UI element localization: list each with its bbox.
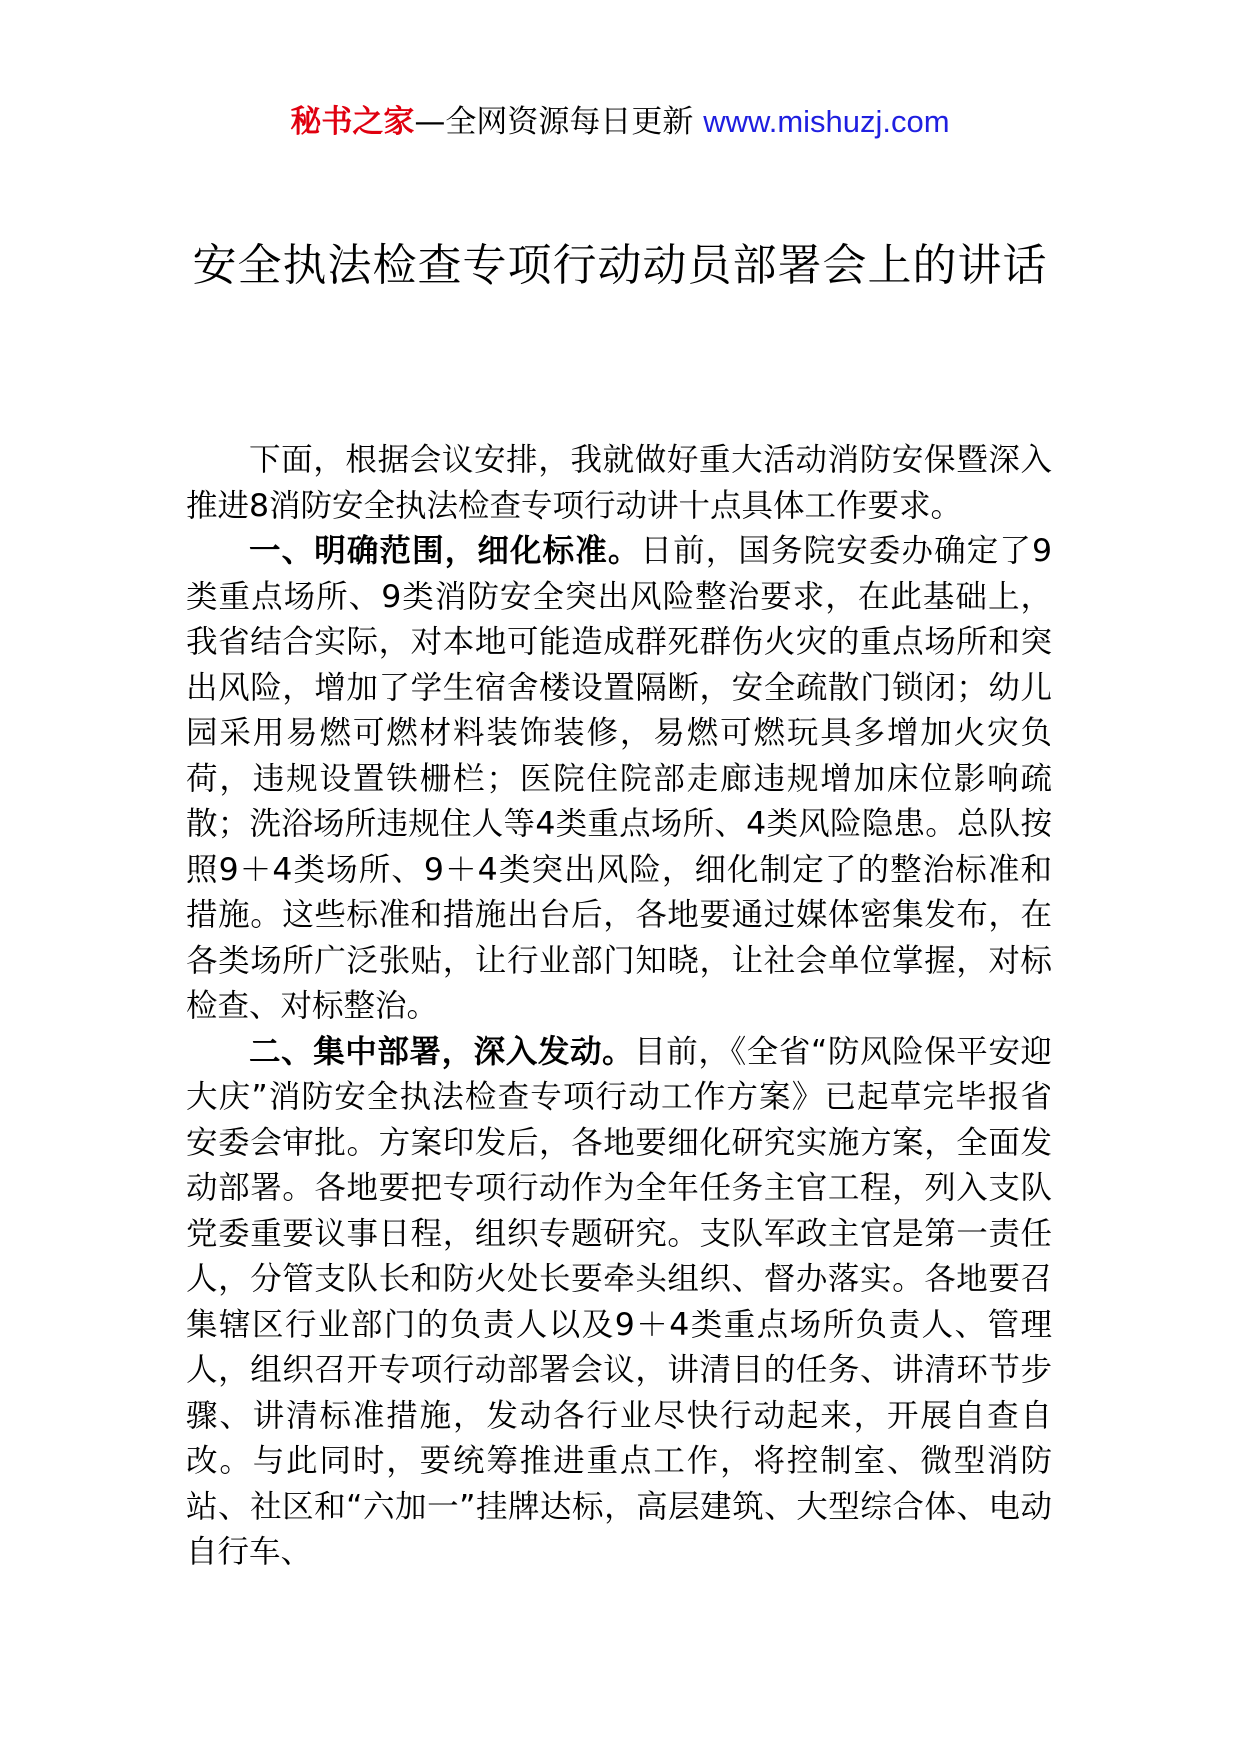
document-title: 安全执法检查专项行动动员部署会上的讲话 bbox=[192, 240, 1048, 291]
document-body bbox=[186, 438, 1052, 1576]
site-slogan: —全网资源每日更新 bbox=[414, 104, 694, 140]
section-heading-2: 二、集中部署，深入发动。 bbox=[249, 1033, 635, 1070]
section-paragraph-1 bbox=[186, 529, 1052, 1030]
section-heading-1: 一、明确范围，细化标准。 bbox=[249, 533, 641, 569]
page-header bbox=[0, 100, 1240, 144]
site-name: 秘书之家 bbox=[290, 104, 415, 140]
section-text-2: 目前，《全省“防风险保平安迎大庆”消防安全执法检查专项行动工作方案》已起草完毕报省安委会审批。方案印发后，各地要细化研究实施方案，全面发动部署。各地要把专项行动作为全年任务主官工程，列入支队党委重要议事日程，组织专题研究。支队军政主官是第一责任人，分管支队长和防火处长要牵头组织、督办落实。各地要召集辖区行业部门的负责人以及9＋4类重点场所负责人、管理人，组织召开专项行动部署会议，讲清目的任务、讲清环节步骤、讲清标准措施，发动各行业尽快行动起来，开展自查自改。与此同时，要统筹推进重点工作，将控制室、微型消防站、社区和“六加一”挂牌达标，高层建筑、大型综合体、电动自行车、 bbox=[186, 1033, 1052, 1570]
section-paragraph-2 bbox=[186, 1030, 1052, 1576]
section-text-1: 日前，国务院安委办确定了9类重点场所、9类消防安全突出风险整治要求，在此基础上，我省结合实际，对本地可能造成群死群伤火灾的重点场所和突出风险，增加了学生宿舍楼设置隔断，安全疏散门锁闭；幼儿园采用易燃可燃材料装饰装修，易燃可燃玩具多增加火灾负荷，违规设置铁栅栏；医院住院部走廊违规增加床位影响疏散；洗浴场所违规住人等4类重点场所、4类风险隐患。总队按照9＋4类场所、9＋4类突出风险，细化制定了的整治标准和措施。这些标准和措施出台后，各地要通过媒体密集发布，在各类场所广泛张贴，让行业部门知晓，让社会单位掌握，对标检查、对标整治。 bbox=[186, 533, 1052, 1024]
site-url-link[interactable]: www.mishuzj.com bbox=[703, 104, 950, 139]
intro-paragraph: 下面，根据会议安排，我就做好重大活动消防安保暨深入推进8消防安全执法检查专项行动讲十点具体工作要求。 bbox=[186, 442, 1052, 524]
